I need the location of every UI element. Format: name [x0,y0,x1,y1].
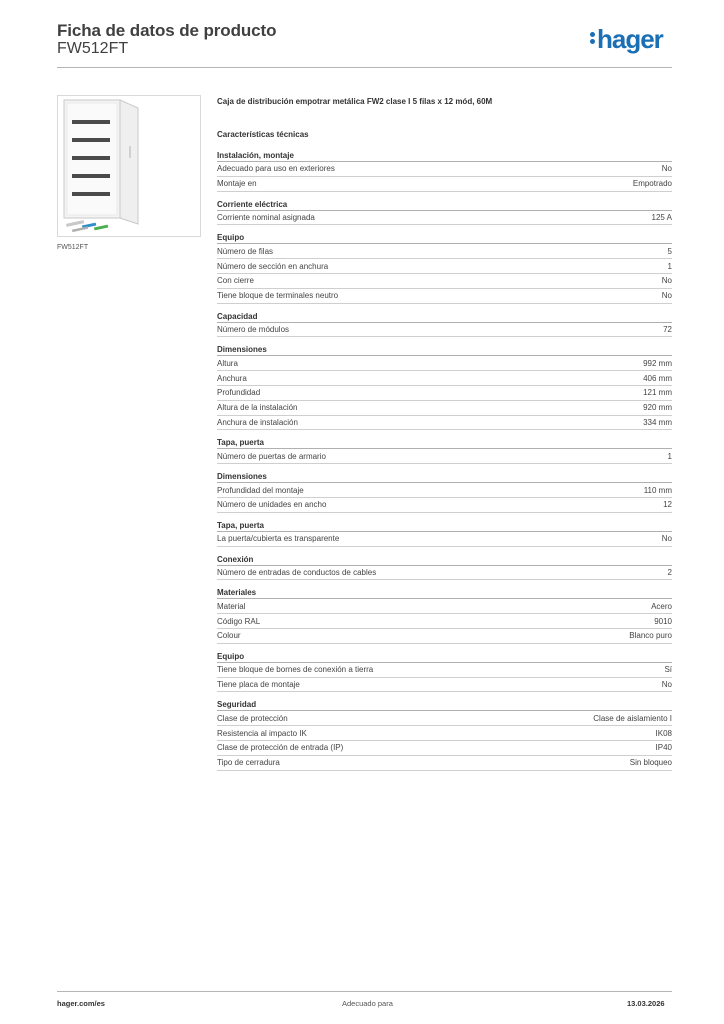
specifications-table [217,150,672,778]
spec-label: Corriente nominal asignada [217,212,315,222]
spec-value: 334 mm [643,417,672,427]
spec-value: 992 mm [643,358,672,368]
spec-label: Profundidad [217,388,261,398]
spec-value: IP40 [655,743,672,753]
spec-section-title: Dimensiones [217,344,672,356]
spec-section-title: Equipo [217,651,672,663]
spec-section [217,699,672,770]
spec-row [217,211,672,226]
spec-label: Tiene bloque de terminales neutro [217,291,339,301]
spec-label: Tipo de cerradura [217,758,280,768]
spec-row [217,356,672,371]
spec-label: Número de puertas de armario [217,451,326,461]
spec-value: No [661,679,672,689]
spec-section-title: Seguridad [217,699,672,711]
spec-section [217,587,672,643]
footer-website: hager.com/es [57,999,105,1008]
spec-section-title: Capacidad [217,311,672,323]
spec-label: Adecuado para uso en exteriores [217,164,335,174]
footer-divider [57,991,672,992]
spec-row [217,629,672,644]
spec-row [217,599,672,614]
logo-dots-icon [590,30,596,48]
spec-row [217,726,672,741]
spec-row [217,162,672,177]
hager-logo [590,24,663,54]
spec-row [217,177,672,192]
spec-value: Blanco puro [629,631,672,641]
technical-characteristics-heading: Características técnicas [217,130,309,139]
spec-value: 72 [663,324,672,334]
spec-row [217,678,672,693]
spec-label: Material [217,601,246,611]
spec-section-title: Corriente eléctrica [217,199,672,211]
footer-date: 13.03.2026 [627,999,665,1008]
spec-label: Altura de la instalación [217,403,298,413]
spec-section [217,437,672,464]
spec-value: 125 A [651,212,672,222]
spec-section [217,651,672,693]
spec-section [217,199,672,226]
spec-value: 12 [663,500,672,510]
spec-section-title: Dimensiones [217,471,672,483]
spec-label: Número de filas [217,246,274,256]
spec-value: Sin bloqueo [629,758,672,768]
distribution-box-illustration [58,96,200,236]
spec-row [217,244,672,259]
spec-label: Clase de protección [217,713,288,723]
spec-value: 406 mm [643,373,672,383]
page-title: Ficha de datos de producto [57,21,277,40]
spec-row [217,663,672,678]
spec-section [217,520,672,547]
spec-label: Con cierre [217,276,254,286]
spec-row [217,532,672,547]
spec-label: Anchura [217,373,247,383]
spec-row [217,323,672,338]
spec-row [217,741,672,756]
spec-value: 1 [667,261,672,271]
spec-row [217,259,672,274]
spec-value: Clase de aislamiento I [593,713,672,723]
spec-label: Resistencia al impacto IK [217,728,307,738]
spec-section-title: Conexión [217,554,672,566]
spec-value: 1 [667,451,672,461]
spec-label: Anchura de instalación [217,417,298,427]
spec-label: Clase de protección de entrada (IP) [217,743,344,753]
spec-row [217,614,672,629]
header-divider [57,67,672,68]
spec-label: Montaje en [217,179,257,189]
spec-row [217,371,672,386]
spec-label: Número de unidades en ancho [217,500,327,510]
spec-value: Empotrado [632,179,672,189]
logo-text: hager [597,24,663,54]
spec-row [217,566,672,581]
spec-row [217,386,672,401]
spec-value: 110 mm [643,485,672,495]
spec-label: Código RAL [217,616,261,626]
spec-label: Número de sección en anchura [217,261,329,271]
spec-label: Tiene bloque de bornes de conexión a tierra [217,665,374,675]
spec-section [217,311,672,338]
spec-row [217,711,672,726]
spec-section [217,150,672,192]
spec-section [217,344,672,430]
spec-value: No [661,164,672,174]
spec-section-title: Instalación, montaje [217,150,672,162]
spec-section [217,232,672,303]
spec-value: Acero [651,601,672,611]
spec-label: Altura [217,358,238,368]
spec-label: Colour [217,631,241,641]
product-image-caption: FW512FT [57,244,89,251]
spec-value: No [661,276,672,286]
spec-value: 5 [667,246,672,256]
spec-label: Número de módulos [217,324,290,334]
spec-value: IK08 [655,728,672,738]
spec-section-title: Tapa, puerta [217,520,672,532]
spec-label: Número de entradas de conductos de cables [217,567,377,577]
spec-row [217,483,672,498]
spec-label: La puerta/cubierta es transparente [217,534,340,544]
spec-value: Sí [664,665,672,675]
spec-section-title: Materiales [217,587,672,599]
spec-section [217,554,672,581]
spec-value: 2 [667,567,672,577]
spec-section-title: Equipo [217,232,672,244]
spec-row [217,756,672,771]
spec-value: No [661,534,672,544]
spec-row [217,416,672,431]
spec-label: Profundidad del montaje [217,485,304,495]
spec-row [217,449,672,464]
spec-row [217,401,672,416]
product-image [57,95,201,237]
spec-value: 9010 [654,616,672,626]
spec-value: 121 mm [643,388,672,398]
spec-section-title: Tapa, puerta [217,437,672,449]
product-code: FW512FT [57,40,129,57]
spec-value: 920 mm [643,403,672,413]
spec-value: No [661,291,672,301]
spec-row [217,498,672,513]
spec-row [217,274,672,289]
spec-section [217,471,672,513]
product-description: Caja de distribución empotrar metálica FW2 clase I 5 filas x 12 mód, 60M [217,97,493,106]
spec-label: Tiene placa de montaje [217,679,300,689]
footer-suitable-for: Adecuado para [342,999,393,1008]
spec-row [217,289,672,304]
